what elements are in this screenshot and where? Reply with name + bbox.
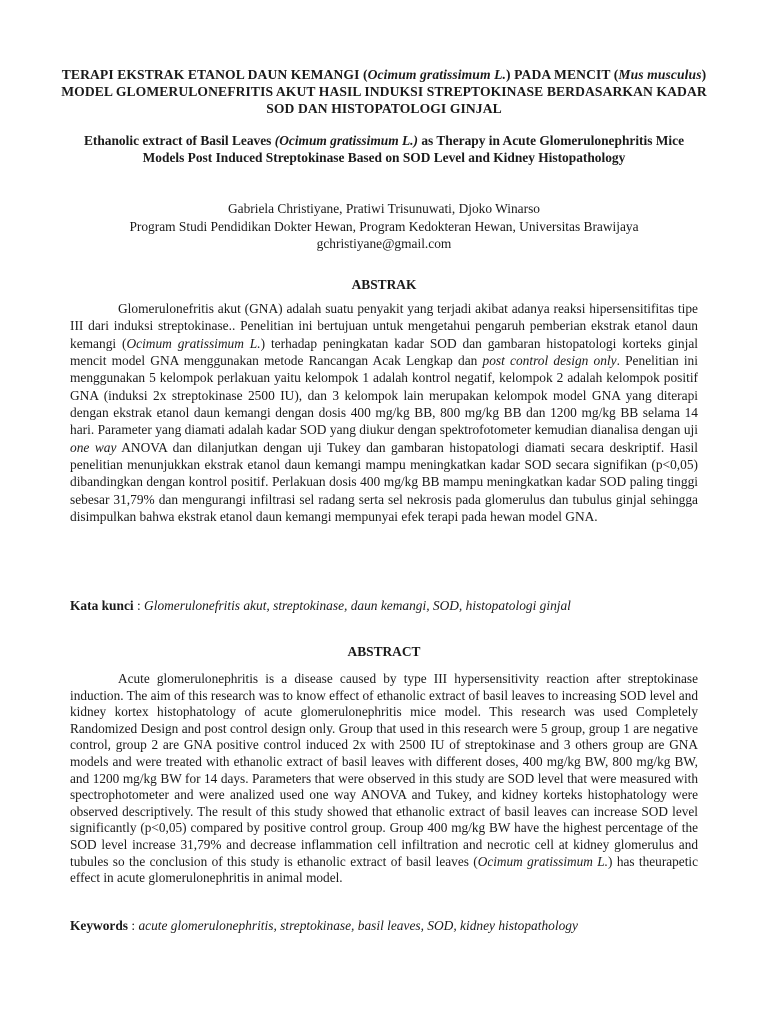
author-block <box>60 200 708 253</box>
kata-kunci-terms: Glomerulonefritis akut, streptokinase, daun kemangi, SOD, histopatologi ginjal <box>144 598 571 613</box>
keywords-line: Keywords : acute glomerulonephritis, streptokinase, basil leaves, SOD, kidney histopathology <box>70 918 578 933</box>
keywords-terms: acute glomerulonephritis, streptokinase, basil leaves, SOD, kidney histopathology <box>138 918 578 933</box>
species-name: (Ocimum gratissimum L.) <box>274 133 418 148</box>
species-name: Mus musculus <box>618 67 702 82</box>
author-names: Gabriela Christiyane, Pratiwi Trisunuwati, Djoko Winarso <box>227 201 540 216</box>
kata-kunci-label: Kata kunci <box>70 598 134 613</box>
species-name: Ocimum gratissimum L. <box>367 67 507 82</box>
title-english: Ethanolic extract of Basil Leaves (Ocimum gratissimum L.) as Therapy in Acute Glomerulonephritis Mice Models Post Induced Streptokinase Based on SOD Level and Kidney Histopathology <box>83 133 685 165</box>
keywords-label: Keywords <box>70 918 129 933</box>
abstract-paragraph: Acute glomerulonephritis is a disease caused by type III hypersensitivity reaction after streptokinase induction. The aim of this research was to know effect of ethanolic extract of basil leaves to increasing SOD level and kidney kortex histophatology of acute glomerulonephritis mice model. This research was used Completely Randomized Design and post control design only. Group that used in this research were 5 group, group 1 are negative control, group 2 are GNA positive control induced 2x with 2500 IU of streptokinase and 3 others group are GNA models and were treated with ethanolic extract of basil leaves with different doses, 400 mg/kg BW, 800 mg/kg BW, and 1200 mg/kg BW for 14 days. Parameters that were observed in this study are SOD level that were measured with spectrophotometer and were analized used one way ANOVA and Tukey, and kidney korteks histophatology were observed descriptively. The result of this study showed that ethanolic extract of basil leaves can increase SOD level significantly (p<0,05) compared by positive control group. Group 400 mg/kg BW have the highest percentage of the SOD level increase 31,79% and decrease inflammation cell infiltration and necrotic cell at kidney glomerulus and tubules so the conclusion of this study is ethanolic extract of basil leaves (Ocimum gratissimum L.) has theurapetic effect in acute glomerulonephritis in animal model. <box>70 671 698 886</box>
abstrak-heading: ABSTRAK <box>351 277 417 292</box>
author-email: gchristiyane@gmail.com <box>316 236 452 251</box>
kata-kunci-line: Kata kunci : Glomerulonefritis akut, streptokinase, daun kemangi, SOD, histopatologi ginjal <box>70 598 571 613</box>
abstrak-paragraph: Glomerulonefritis akut (GNA) adalah suatu penyakit yang terjadi akibat adanya reaksi hipersensitifitas tipe III dari induksi streptokinase.. Penelitian ini bertujuan untuk mengetahui pengaruh pemberian ekstrak etanol daun kemangi (Ocimum gratissimum L.) terhadap peningkatan kadar SOD dan gambaran histopatologi korteks ginjal mencit model GNA menggunakan metode Rancangan Acak Lengkap dan post control design only. Penelitian ini menggunakan 5 kelompok perlakuan yaitu kelompok 1 adalah kontrol negatif, kelompok 2 adalah kelompok positif GNA (induksi 2x streptokinase 2500 IU), dan 3 kelompok lain merupakan kelompok model GNA yang diterapi dengan ekstrak etanol daun kemangi dengan dosis 400 mg/kg BB, 800 mg/kg BB dan 1200 mg/kg BB selama 14 hari. Parameter yang diamati adalah kadar SOD yang diukur dengan spektrofotometer kemudian dianalisa dengan uji one way ANOVA dan dilanjutkan dengan uji Tukey dan gambaran histopatologi diamati secara deskriptif. Hasil penelitian menunjukkan ekstrak etanol daun kemangi mampu meningkatkan kadar SOD secara signifikan (p<0,05) dibandingkan dengan kontrol positif. Perlakuan dosis 400 mg/kg BB mampu meningkatkan kadar SOD paling tinggi sebesar 31,79% dan mengurangi infiltrasi sel radang serta sel nekrosis pada glomerulus dan tubulus ginjal sehingga disimpulkan bahwa ekstrak etanol daun kemangi mempunyai efek terapi pada hewan model GNA. <box>70 301 698 525</box>
abstract-heading: ABSTRACT <box>347 644 421 659</box>
author-affiliation: Program Studi Pendidikan Dokter Hewan, Program Kedokteran Hewan, Universitas Brawijaya <box>129 218 639 234</box>
title-indonesian: TERAPI EKSTRAK ETANOL DAUN KEMANGI (Ocimum gratissimum L.) PADA MENCIT (Mus musculus) MODEL GLOMERULONEFRITIS AKUT HASIL INDUKSI STREPTOKINASE BERDASARKAN KADAR SOD DAN HISTOPATOLOGI GINJAL <box>61 67 707 116</box>
